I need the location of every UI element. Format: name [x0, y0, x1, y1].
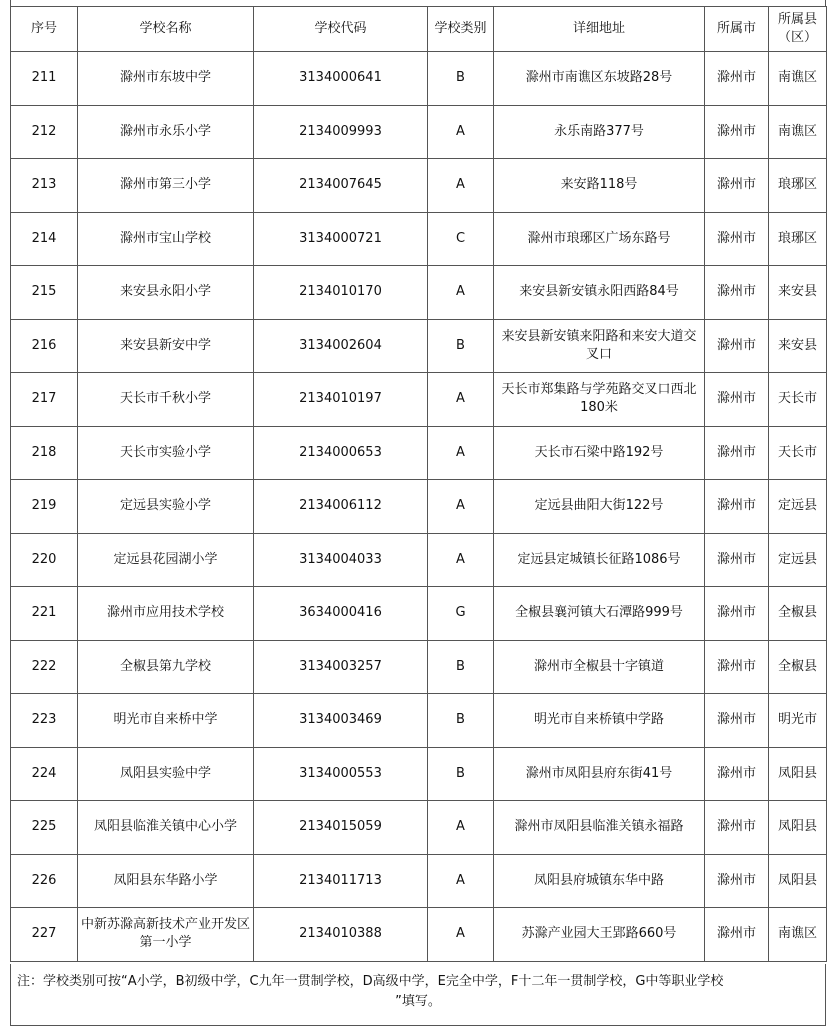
- cell-serial: 220: [11, 533, 78, 587]
- cell-city: 滁州市: [705, 426, 769, 480]
- cell-address: 来安路118号: [494, 159, 705, 213]
- cell-county: 凤阳县: [769, 747, 827, 801]
- cell-school-code: 2134007645: [254, 159, 428, 213]
- footnote-line-2: ”填写。: [395, 994, 441, 1009]
- header-address: 详细地址: [494, 7, 705, 52]
- cell-school-name: 凤阳县东华路小学: [78, 854, 254, 908]
- cell-school-name: 天长市千秋小学: [78, 373, 254, 427]
- cell-city: 滁州市: [705, 694, 769, 748]
- cell-school-name: 滁州市应用技术学校: [78, 587, 254, 641]
- cell-address: 天长市石梁中路192号: [494, 426, 705, 480]
- cell-county: 凤阳县: [769, 801, 827, 855]
- cell-school-code: 3134000553: [254, 747, 428, 801]
- cell-city: 滁州市: [705, 373, 769, 427]
- cell-school-code: 2134011713: [254, 854, 428, 908]
- cell-school-code: 3134003469: [254, 694, 428, 748]
- cell-school-code: 2134000653: [254, 426, 428, 480]
- cell-county: 全椒县: [769, 640, 827, 694]
- cell-city: 滁州市: [705, 640, 769, 694]
- cell-county: 全椒县: [769, 587, 827, 641]
- cell-school-code: 2134009993: [254, 105, 428, 159]
- cell-serial: 223: [11, 694, 78, 748]
- cell-city: 滁州市: [705, 319, 769, 373]
- table-row: [11, 801, 827, 855]
- cell-county: 南谯区: [769, 908, 827, 962]
- cell-serial: 217: [11, 373, 78, 427]
- table-row: [11, 212, 827, 266]
- cell-school-type: A: [428, 105, 494, 159]
- cell-school-code: 3134000641: [254, 52, 428, 106]
- cell-school-name: 明光市自来桥中学: [78, 694, 254, 748]
- cell-county: 南谯区: [769, 52, 827, 106]
- cell-serial: 222: [11, 640, 78, 694]
- cell-school-name: 定远县花园湖小学: [78, 533, 254, 587]
- cell-serial: 212: [11, 105, 78, 159]
- cell-county: 来安县: [769, 266, 827, 320]
- cell-school-type: B: [428, 694, 494, 748]
- cell-school-type: B: [428, 747, 494, 801]
- cell-city: 滁州市: [705, 212, 769, 266]
- cell-school-type: C: [428, 212, 494, 266]
- cell-school-type: A: [428, 480, 494, 534]
- cell-serial: 218: [11, 426, 78, 480]
- cell-address: 明光市自来桥镇中学路: [494, 694, 705, 748]
- cell-serial: 226: [11, 854, 78, 908]
- cell-address: 来安县新安镇来阳路和来安大道交叉口: [494, 319, 705, 373]
- cell-school-name: 来安县新安中学: [78, 319, 254, 373]
- table-row: [11, 587, 827, 641]
- table-row: [11, 52, 827, 106]
- table-row: [11, 266, 827, 320]
- cell-school-type: A: [428, 908, 494, 962]
- table-row: [11, 640, 827, 694]
- cell-serial: 224: [11, 747, 78, 801]
- cell-city: 滁州市: [705, 105, 769, 159]
- cell-city: 滁州市: [705, 854, 769, 908]
- header-school-type: 学校类别: [428, 7, 494, 52]
- cell-address: 永乐南路377号: [494, 105, 705, 159]
- table-row: [11, 908, 827, 962]
- cell-county: 明光市: [769, 694, 827, 748]
- cell-school-code: 2134010170: [254, 266, 428, 320]
- cell-address: 定远县定城镇长征路1086号: [494, 533, 705, 587]
- cell-school-name: 凤阳县实验中学: [78, 747, 254, 801]
- table-row: [11, 319, 827, 373]
- cell-serial: 215: [11, 266, 78, 320]
- table-row: [11, 480, 827, 534]
- cell-address: 滁州市全椒县十字镇道: [494, 640, 705, 694]
- cell-serial: 216: [11, 319, 78, 373]
- table-header-row: [11, 7, 827, 52]
- cell-county: 琅琊区: [769, 159, 827, 213]
- table-row: [11, 694, 827, 748]
- cell-city: 滁州市: [705, 159, 769, 213]
- cell-school-name: 全椒县第九学校: [78, 640, 254, 694]
- cell-school-type: A: [428, 426, 494, 480]
- table-row: [11, 533, 827, 587]
- cell-school-code: 3134004033: [254, 533, 428, 587]
- table-row: [11, 854, 827, 908]
- cell-address: 滁州市凤阳县临淮关镇永福路: [494, 801, 705, 855]
- cell-school-type: A: [428, 266, 494, 320]
- footnote: [10, 964, 826, 1026]
- cell-school-code: 2134006112: [254, 480, 428, 534]
- cell-serial: 211: [11, 52, 78, 106]
- cell-school-name: 天长市实验小学: [78, 426, 254, 480]
- cell-address: 滁州市琅琊区广场东路号: [494, 212, 705, 266]
- cell-city: 滁州市: [705, 480, 769, 534]
- table-row: [11, 747, 827, 801]
- cell-county: 琅琊区: [769, 212, 827, 266]
- header-county: 所属县（区）: [769, 7, 827, 52]
- cell-city: 滁州市: [705, 908, 769, 962]
- cell-county: 凤阳县: [769, 854, 827, 908]
- cell-address: 来安县新安镇永阳西路84号: [494, 266, 705, 320]
- cell-county: 来安县: [769, 319, 827, 373]
- cell-school-name: 滁州市宝山学校: [78, 212, 254, 266]
- cell-school-name: 来安县永阳小学: [78, 266, 254, 320]
- table-row: [11, 426, 827, 480]
- cell-school-code: 3134002604: [254, 319, 428, 373]
- cell-school-name: 中新苏滁高新技术产业开发区第一小学: [78, 908, 254, 962]
- header-city: 所属市: [705, 7, 769, 52]
- table-row: [11, 105, 827, 159]
- cell-city: 滁州市: [705, 747, 769, 801]
- header-school-name: 学校名称: [78, 7, 254, 52]
- table-row: [11, 159, 827, 213]
- cell-address: 滁州市南谯区东坡路28号: [494, 52, 705, 106]
- cell-serial: 227: [11, 908, 78, 962]
- school-table: [10, 6, 827, 962]
- table-body: [11, 52, 827, 962]
- cell-school-type: G: [428, 587, 494, 641]
- school-table-container: [10, 6, 826, 962]
- cell-school-code: 2134015059: [254, 801, 428, 855]
- cell-city: 滁州市: [705, 587, 769, 641]
- cell-county: 定远县: [769, 533, 827, 587]
- table-row: [11, 373, 827, 427]
- cell-city: 滁州市: [705, 801, 769, 855]
- cell-city: 滁州市: [705, 52, 769, 106]
- cell-city: 滁州市: [705, 533, 769, 587]
- cell-city: 滁州市: [705, 266, 769, 320]
- cell-school-code: 3134000721: [254, 212, 428, 266]
- cell-school-name: 滁州市第三小学: [78, 159, 254, 213]
- cell-school-type: B: [428, 319, 494, 373]
- cell-address: 全椒县襄河镇大石潭路999号: [494, 587, 705, 641]
- cell-school-code: 3634000416: [254, 587, 428, 641]
- header-serial: 序号: [11, 7, 78, 52]
- cell-address: 凤阳县府城镇东华中路: [494, 854, 705, 908]
- cell-serial: 214: [11, 212, 78, 266]
- cell-school-name: 滁州市永乐小学: [78, 105, 254, 159]
- cell-school-type: A: [428, 159, 494, 213]
- cell-school-code: 3134003257: [254, 640, 428, 694]
- cell-address: 天长市郑集路与学苑路交叉口西北180米: [494, 373, 705, 427]
- cell-serial: 213: [11, 159, 78, 213]
- cell-county: 南谯区: [769, 105, 827, 159]
- cell-school-type: A: [428, 801, 494, 855]
- cell-county: 天长市: [769, 426, 827, 480]
- cell-serial: 225: [11, 801, 78, 855]
- cell-school-type: A: [428, 373, 494, 427]
- cell-school-type: B: [428, 640, 494, 694]
- cell-serial: 221: [11, 587, 78, 641]
- cell-school-type: B: [428, 52, 494, 106]
- cell-school-name: 定远县实验小学: [78, 480, 254, 534]
- cell-school-type: A: [428, 533, 494, 587]
- cell-school-name: 滁州市东坡中学: [78, 52, 254, 106]
- cell-address: 定远县曲阳大街122号: [494, 480, 705, 534]
- cell-school-name: 凤阳县临淮关镇中心小学: [78, 801, 254, 855]
- cell-school-type: A: [428, 854, 494, 908]
- cell-county: 天长市: [769, 373, 827, 427]
- cell-school-code: 2134010388: [254, 908, 428, 962]
- cell-address: 苏滁产业园大王郢路660号: [494, 908, 705, 962]
- header-school-code: 学校代码: [254, 7, 428, 52]
- cell-serial: 219: [11, 480, 78, 534]
- cell-county: 定远县: [769, 480, 827, 534]
- footnote-line-1: 注：学校类别可按“A小学，B初级中学，C九年一贯制学校，D高级中学，E完全中学，F十二年一贯制学校，G中等职业学校: [17, 974, 724, 989]
- cell-address: 滁州市凤阳县府东街41号: [494, 747, 705, 801]
- cell-school-code: 2134010197: [254, 373, 428, 427]
